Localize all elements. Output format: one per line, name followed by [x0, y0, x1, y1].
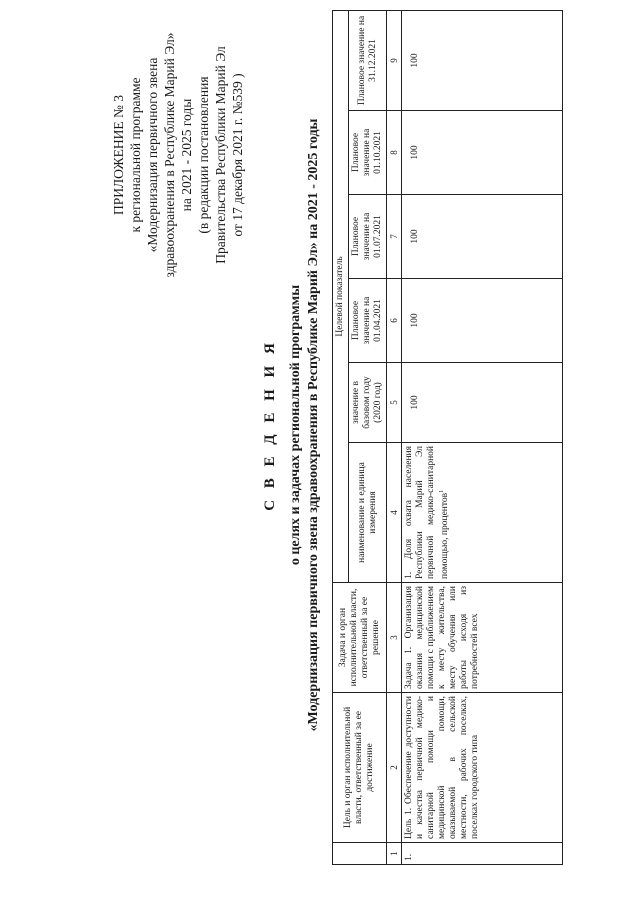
column-number: 9	[387, 10, 402, 110]
q3-value-cell: 100	[402, 111, 563, 195]
column-number: 2	[387, 693, 402, 843]
table-row	[402, 10, 563, 864]
column-number: 1	[387, 843, 402, 865]
column-number: 7	[387, 195, 402, 279]
appendix-line: Правительства Республики Марий Эл	[213, 46, 228, 264]
column-number: 5	[387, 363, 402, 443]
appendix-header	[110, 5, 246, 305]
subtitle-line-1: о целях и задачах региональной программы	[288, 284, 303, 566]
appendix-line: от 17 декабря 2021 г. №539 )	[230, 73, 245, 237]
header-q2: Плановое значение на 01.07.2021	[349, 195, 387, 279]
header-goal: Цель и орган исполнительной власти, ответственный за ее достижение	[333, 693, 387, 843]
indicator-footnote-mark: 1	[439, 489, 445, 493]
header-indicator-name: наименование и единица измерения	[349, 443, 387, 583]
document-title: С В Е Д Е Н И Я	[262, 339, 278, 511]
q2-value-cell: 100	[402, 195, 563, 279]
column-number-row	[387, 10, 402, 864]
header-row-1	[333, 10, 349, 864]
document-heading	[262, 45, 323, 805]
goal-cell: Цель 1. Обеспечение доступности и качества первичной медико-санитарной помощи и медицинской помощи, оказываемой в сельской местности, рабочих поселках, поселках городского типа	[402, 693, 563, 843]
column-number: 3	[387, 583, 402, 693]
indicator-text: 1. Доля охвата населения Республики Марий Эл первичной медико-санитарной помощью, процентов	[404, 446, 451, 579]
header-q4: Плановое значение на 31.12.2021	[349, 10, 387, 110]
indicator-cell	[402, 443, 563, 583]
header-num	[333, 843, 387, 865]
document-subtitle	[287, 45, 323, 805]
header-target-group: Целевой показатель	[333, 10, 349, 582]
appendix-line: на 2021 - 2025 годы	[179, 98, 194, 212]
base-value-cell: 100	[402, 363, 563, 443]
appendix-line: здравоохранения в Республике Марий Эл»	[162, 32, 177, 278]
appendix-line: к региональной программе	[128, 77, 143, 233]
column-number: 6	[387, 279, 402, 363]
header-q1: Плановое значение на 01.04.2021	[349, 279, 387, 363]
appendix-line: «Модернизация первичного звена	[145, 57, 160, 253]
q4-value-cell: 100	[402, 10, 563, 110]
column-number: 8	[387, 111, 402, 195]
appendix-line: ПРИЛОЖЕНИЕ № 3	[111, 94, 126, 216]
row-number: 1.	[402, 843, 563, 865]
subtitle-line-2: «Модернизация первичного звена здравоохранения в Республике Марий Эл» на 2021 - 2025 годы	[306, 118, 321, 732]
q1-value-cell: 100	[402, 279, 563, 363]
column-number: 4	[387, 443, 402, 583]
task-cell: Задача 1. Организация оказания медицинской помощи с приближением к месту жительства, месту обучения или работы исходя из потребностей всех	[402, 583, 563, 693]
header-q3: Плановое значение на 01.10.2021	[349, 111, 387, 195]
header-base-value: значение в базовом году (2020 год)	[349, 363, 387, 443]
targets-table	[332, 10, 563, 865]
header-task: Задача и орган исполнительной власти, ответственный за ее решение	[333, 583, 387, 693]
appendix-line: (в редакции постановления	[196, 76, 211, 234]
